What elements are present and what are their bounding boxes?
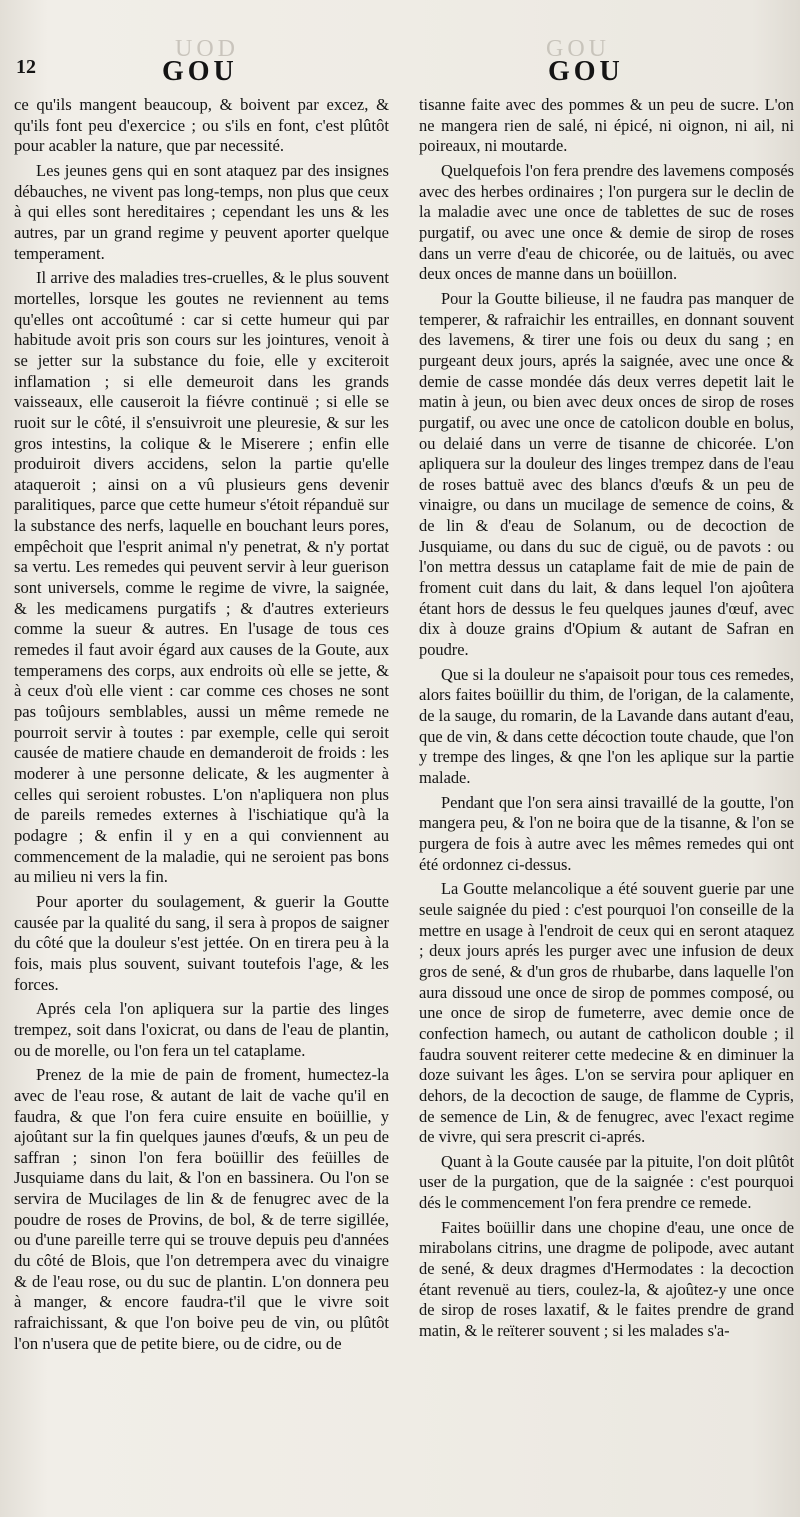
paragraph: Que si la douleur ne s'apaisoit pour tous ces remedes, alors faites boüillir du thim, de l'origan, de la calamente, de la sauge, du romarin, de la Lavande dans autant d'eau, que de vin, & dans cette décoction toute chaude, que l'on y trempe des linges, & qne l'on les aplique sur la partie malade. [419,664,794,787]
paragraph: Aprés cela l'on apliquera sur la partie des linges trempez, soit dans l'oxicrat, ou dans de l'eau de plantin, ou de morelle, ou l'on fera un tel cataplame. [14,999,389,1060]
paragraph: Quant à la Goute causée par la pituite, l'on doit plûtôt user de la purgation, que de la saignée : c'est pourquoi dés le commencement l'on fera prendre ce remede. [419,1151,794,1213]
paragraph: Pendant que l'on sera ainsi travaillé de la goutte, l'on mangera peu, & l'on ne boira que de la tisanne, & l'on se purgera de fois à autre avec les mêmes remedes qui ont été ordonnez ci-dessus. [419,792,794,874]
paragraph: Quelquefois l'on fera prendre des lavemens composés avec des herbes ordinaires ; l'on purgera sur le declin de la maladie avec une once de tablettes de suc de roses purgatif, ou avec une once & demie de sirop de roses dans un verre d'eau de chicorée, ou de laituës, ou avec deux onces de manne dans un boüillon. [419,160,794,284]
page-number: 12 [16,56,36,78]
right-column [419,95,794,1517]
paragraph: Les jeunes gens qui en sont ataquez par des insignes débauches, ne vivent pas long-temps, non plus que ceux à qui elles sont hereditaires ; cependant les uns & les autres, par un grand regime y peuvent aporter quelque temperament. [14,160,389,263]
paragraph: Pour aporter du soulagement, & guerir la Goutte causée par la qualité du sang, il sera à propos de saigner du côté que la douleur s'est jettée. On en tirera peu à la fois, mais plus souvent, suivant toutefois l'age, & les forces. [14,891,389,994]
running-head-right: GOU [548,56,624,87]
text-columns [14,95,794,1517]
paragraph: Il arrive des maladies tres-cruelles, & le plus souvent mortelles, lorsque les goutes ne reviennent au tems qu'elles ont accoûtumé : car si cette humeur qui par habitude avoit pris son cours sur les jointures, venoit à se jetter sur la substance du foie, elle y exciteroit inflamation ; si elle demeuroit dans les grands vaisseaux, elle causeroit la fiévre continuë ; si elle se ruoit sur le côté, il s'ensuivroit une pleuresie, & sur les gros intestins, la colique & le Miserere ; enfin elle produiroit divers accidens, selon la partie qu'elle ataqueroit ; ainsi on a vû plusieurs gens devenir paralitiques, parce que cette humeur s'étoit répanduë sur la substance des nerfs, laquelle en bouchant leurs pores, empêchoit que l'esprit animal n'y penetrat, & n'y portat sa vertu. Les remedes qui peuvent servir à leur guerison sont universels, comme le regime de vivre, la saignée, & les medicamens purgatifs ; & d'autres exterieurs comme la sueur & autres. En l'usage de tous ces remedes il faut avoir égard aux causes de la Goute, aux temperamens des corps, aux endroits où elle se jette, & à ceux d'où elle vient : car comme ces choses ne sont pas toûjours semblables, aussi un même remede ne pourroit servir à toutes : par exemple, celle qui seroit causée de matiere chaude en demanderoit de froids : les moderer à une personne delicate, & les augmenter à celles qui seroient robustes. L'on n'apliquera non plus de pareils remedes externes à l'ischiatique qu'à la podagre ; & enfin il y en a qui conviennent au commencement de la maladie, qui ne seroient pas bons au milieu ni vers la fin. [14,268,389,887]
left-column [14,95,389,1517]
paragraph: tisanne faite avec des pommes & un peu de sucre. L'on ne mangera rien de salé, ni épicé, ni oignon, ni ail, ni poireaux, ni moutarde. [419,95,794,156]
paragraph: ce qu'ils mangent beaucoup, & boivent par excez, & qu'ils font peu d'exercice ; ou s'ils en font, c'est plûtôt pour acabler la nature, que par necessité. [14,95,389,156]
running-head-left: GOU [162,56,238,87]
bleed-through-text-right: GOU [546,36,610,62]
paragraph: La Goutte melancolique a été souvent guerie par une seule saignée du pied : c'est pourquoi l'on conseille de la mettre en usage à l'endroit de ceux qui en seront ataquez ; deux jours aprés les purger avec une infusion de deux gros de sené, & d'un gros de rhubarbe, dans laquelle l'on aura dissoud une once de sirop de pommes composé, ou une once de sirop de fumeterre, avec demie once de confection hamech, ou autant de catholicon double ; il faudra souvent reiterer cette medecine & en diminuer la doze suivant les âges. L'on se servira pour apliquer en dehors, de la decoction de sauge, de flamme de Cypris, de semence de Lin, & de fenugrec, avec l'exact regime de vivre, qui sera prescrit ci-aprés. [419,879,794,1147]
paragraph: Pour la Goutte bilieuse, il ne faudra pas manquer de temperer, & rafraichir les entrailles, en donnant souvent des lavemens, & tirer une fois ou deux du sang ; en purgeant deux jours, aprés la saignée, avec une once & demie de casse mondée dás deux verres depetit lait le matin à jeun, ou bien avec deux onces de sirop de roses purgatif, ou avec une once de catolicon double en bolus, ou delaié dans un verre de tisanne de chicorée. L'on apliquera sur la douleur des linges trempez dans de l'eau de roses battuë avec des blancs d'œufs & un peu de vinaigre, ou dans un mucilage de semence de coins, & de lin & d'eau de Solanum, ou de decoction de Jusquiame, ou dans du suc de ciguë, ou de pavots : ou l'on mettra dessus un cataplame fait de mie de pain de froment cuit dans du lait, & dans lequel l'on ajoûtera étant hors de dessus le feu quelques jaunes d'œuf, avec dix à douze grains d'Opium & autant de Safran en poudre. [419,288,794,660]
bleed-through-text-left: UOD [175,36,239,62]
paragraph: Prenez de la mie de pain de froment, humectez-la avec de l'eau rose, & autant de lait de vache qu'il en faudra, & que l'on fera cuire ensuite en boüillie, y ajoûtant sur la fin quelques jaunes d'œufs, & un peu de saffran ; sinon l'on fera boüillir des feüilles de Jusquiame dans du lait, & l'on en bassinera. Ou l'on se servira de Mucilages de lin & de fenugrec avec de la poudre de roses de Provins, de bol, & de terre sigillée, ou d'une pareille terre qui se trouve depuis peu d'années du côté de Blois, que l'on detrempera avec du vinaigre & de l'eau rose, ou du suc de plantin. L'on donnera peu à manger, & encore faudra-t'il que le vivre soit rafraichissant, & que l'on boive peu de vin, ou plûtôt l'on n'usera que de petite biere, ou de cidre, ou de [14,1065,389,1353]
paragraph: Faites boüillir dans une chopine d'eau, une once de mirabolans citrins, une dragme de polipode, avec autant de sené, & deux dragmes d'Hermodates : la decoction étant revenuë au tiers, coulez-la, & ajoûtez-y une once de sirop de roses laxatif, & le faites prendre de grand matin, & le reïterer souvent ; si les malades s'a- [419,1217,794,1341]
